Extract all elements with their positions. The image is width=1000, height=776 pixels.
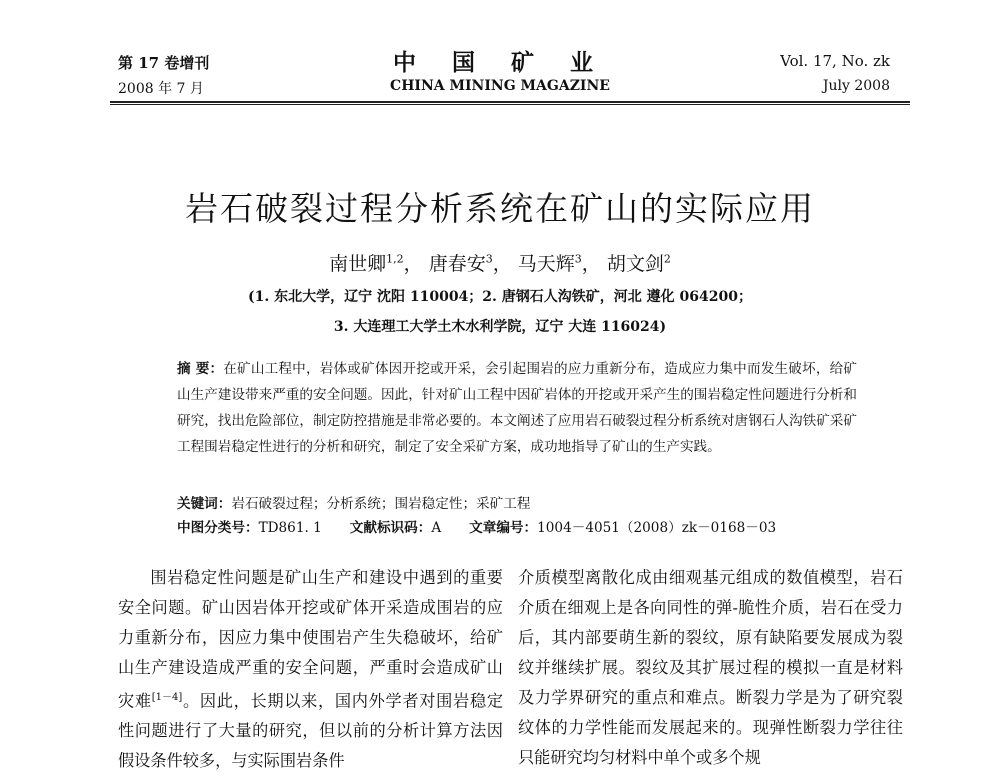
keywords-label: 关键词： [177,496,232,512]
author-affiliation: 3 [574,252,582,266]
doc-code-value: A [431,520,442,536]
body-column-right [518,563,903,773]
doc-code-label: 文献标识码： [349,520,432,536]
abstract [177,356,857,460]
clc-label: 中图分类号： [177,520,259,536]
article-no-label: 文章编号： [469,520,538,536]
classification-line [177,516,776,536]
article-no-value: 1004－4051（2008）zk－0168－03 [537,520,777,536]
author-affiliation: 1,2 [386,252,404,266]
volume-label: Vol. 17, No. zk [780,52,890,70]
header-rule-thick [110,101,910,103]
header-rule-thin [110,104,910,105]
author-name: 马天辉 [517,253,575,275]
journal-title-cn: 中 国 矿 业 [392,49,608,76]
keywords-text: 岩石破裂过程；分析系统；围岩稳定性；采矿工程 [231,496,531,512]
body-column-left [118,563,503,776]
affiliation-line: 3. 大连理工大学土木水利学院，辽宁 大连 116024) [333,319,667,335]
affiliation-line: (1. 东北大学，辽宁 沈阳 110004；2. 唐钢石人沟铁矿，河北 遵化 064200； [248,289,752,305]
issue-date-cn: 2008 年 7 月 [118,81,204,97]
body-text: 介质模型离散化成由细观基元组成的数值模型，岩石介质在细观上是各向同性的弹-脆性介质，岩石在受力后，其内部要萌生新的裂纹，原有缺陷要发展成为裂纹并继续扩展。裂纹及其扩展过程的模拟一直是材料及力学界研究的重点和难点。断裂力学是为了研究裂纹体的力学性能而发展起来的。现弹性断裂力学往往只能研究均匀材料中单个或多个规 [518,568,903,767]
author-name: 南世卿 [329,253,387,275]
abstract-label: 摘 要： [177,361,224,377]
author-affiliation: 3 [485,252,493,266]
issue-label: 第 17 卷增刊 [118,54,210,72]
author-name: 唐春安 [428,253,486,275]
author-list: 南世卿$^{1,2}$， 唐春安$^3$， 马天辉$^3$， 胡文剑$^2$ [329,252,671,275]
author-affiliation: 2 [663,252,671,266]
journal-title-en: CHINA MINING MAGAZINE [390,78,610,94]
abstract-text: 在矿山工程中，岩体或矿体因开挖或开采，会引起围岩的应力重新分布，造成应力集中而发生破坏，给矿山生产建设带来严重的安全问题。因此，针对矿山工程中因矿岩体的开挖或开采产生的围岩稳定性问题进行分析和研究，找出危险部位，制定防控措施是非常必要的。本文阐述了应用岩石破裂过程分析系统对唐钢石人沟铁矿采矿工程围岩稳定性进行的分析和研究，制定了安全采矿方案，成功地指导了矿山的生产实践。 [177,361,857,455]
article-title: 岩石破裂过程分析系统在矿山的实际应用 [185,189,815,228]
issue-date-en: July 2008 [822,78,890,94]
citation: [1－4] [151,692,183,703]
author-name: 胡文剑 [606,253,664,275]
body-text: 围岩稳定性问题是矿山生产和建设中遇到的重要安全问题。矿山因岩体开挖或矿体开采造成围岩的应力重新分布，因应力集中使围岩产生失稳破坏，给矿山生产建设造成严重的安全问题，严重时会造成矿山灾难 [118,568,503,711]
keywords [177,492,530,512]
body-text: 。因此，长期以来，国内外学者对围岩稳定性问题进行了大量的研究，但以前的分析计算方法因假设条件较多，与实际围岩条件 [118,691,504,771]
clc-value: TD861. 1 [258,520,322,536]
